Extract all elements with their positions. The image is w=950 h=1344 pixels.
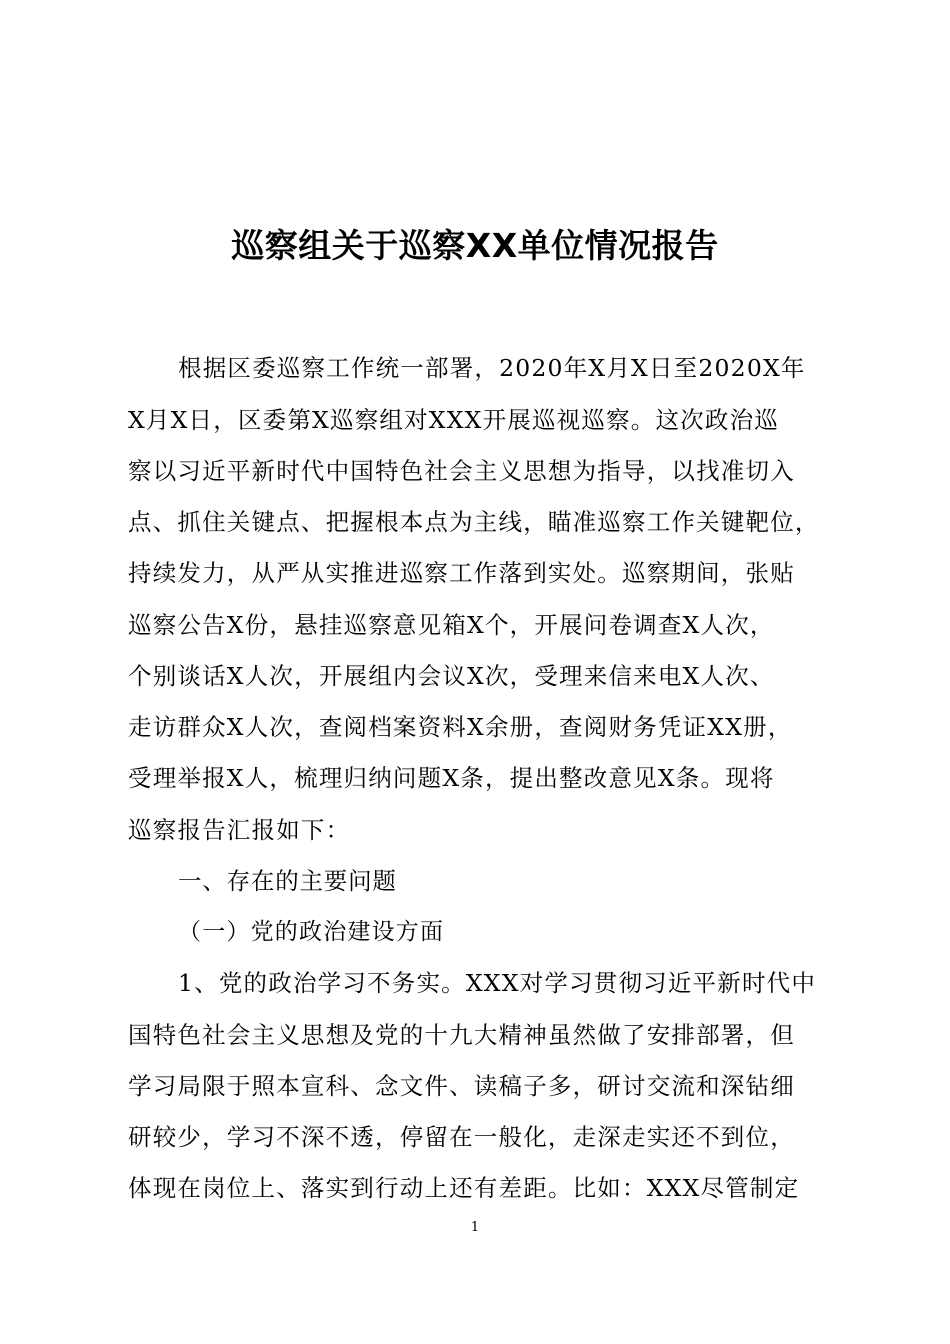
paragraph-line: 根据区委巡察工作统一部署，2020年X月X日至2020X年 [178, 354, 806, 382]
paragraph-line: 国特色社会主义思想及党的十九大精神虽然做了安排部署，但 [128, 1021, 795, 1049]
paragraph-line: 体现在岗位上、落实到行动上还有差距。比如：XXX尽管制定 [128, 1174, 800, 1202]
paragraph-line: 点、抓住关键点、把握根本点为主线，瞄准巡察工作关键靶位， [128, 508, 820, 536]
paragraph-line: 持续发力，从严从实推进巡察工作落到实处。巡察期间，张贴 [128, 559, 795, 587]
paragraph-line: 个别谈话X人次，开展组内会议X次，受理来信来电X人次、 [128, 662, 775, 690]
paragraph-line: 巡察报告汇报如下： [128, 816, 351, 844]
paragraph-line: 1、党的政治学习不务实。XXX对学习贯彻习近平新时代中 [178, 969, 817, 997]
paragraph-line: 走访群众X人次，查阅档案资料X余册，查阅财务凭证XX册， [128, 713, 793, 741]
paragraph-line: 受理举报X人，梳理归纳问题X条，提出整改意见X条。现将 [128, 764, 775, 792]
section-heading: 一、存在的主要问题 [178, 867, 397, 895]
document-title: 巡察组关于巡察XX单位情况报告 [231, 226, 719, 265]
paragraph-line: X月X日，区委第X巡察组对XXX开展巡视巡察。这次政治巡 [128, 406, 779, 434]
subsection-heading: （一）党的政治建设方面 [178, 919, 445, 945]
paragraph-line: 巡察公告X份，悬挂巡察意见箱X个，开展问卷调查X人次， [128, 611, 775, 639]
page-number: 1 [470, 1220, 480, 1235]
paragraph-line: 学习局限于照本宣科、念文件、读稿子多，研讨交流和深钻细 [128, 1072, 795, 1100]
paragraph-line: 察以习近平新时代中国特色社会主义思想为指导，以找准切入 [128, 457, 795, 485]
paragraph-line: 研较少，学习不深不透，停留在一般化，走深走实还不到位， [128, 1123, 795, 1151]
